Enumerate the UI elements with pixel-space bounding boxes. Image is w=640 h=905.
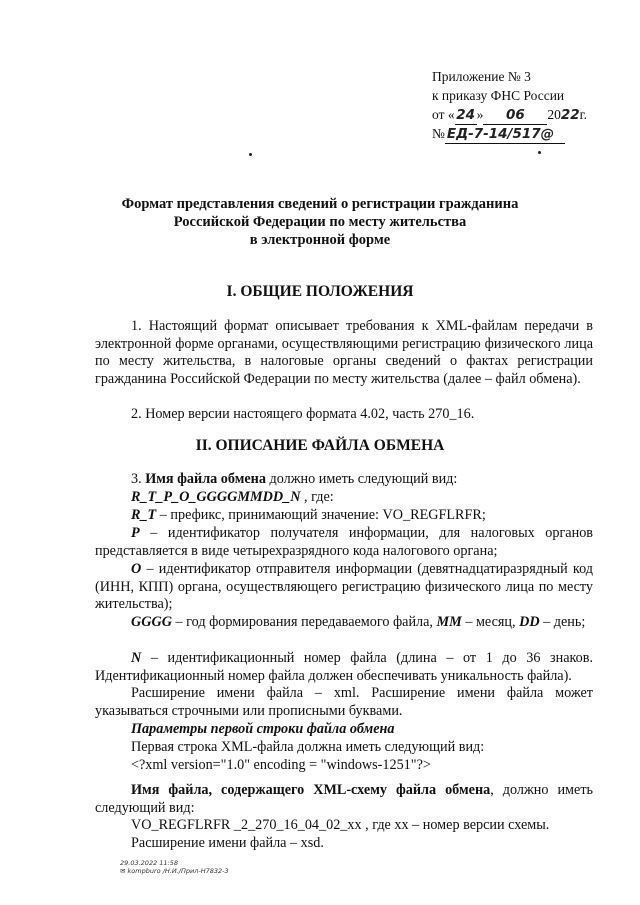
schema-paragraph: Имя файла, содержащего XML-схему файла обмена, должно иметь следующий вид: xyxy=(95,782,594,816)
printer-icon: ✉ xyxy=(120,867,126,875)
document-title-line-2: Российской Федерации по месту жительства xyxy=(173,214,467,230)
paragraph-1: 1. Настоящий формат описывает требования к XML-файлам передачи в электронной форме органами, осуществляющими регистрацию физического лица по месту жительства, в налоговые органы сведений о фактах регистрации гражданина Российской Федерации по месту жительства (далее – файл обмена). xyxy=(95,318,593,387)
document-title-line-3: в электронной форме xyxy=(249,232,391,248)
extension-paragraph: Расширение имени файла – xml. Расширение имени файла может указываться строчными или прописными буквами. xyxy=(95,685,593,719)
number-value: ЕД-7-14/517@ xyxy=(445,126,565,144)
xml-declaration: <?xml version="1.0" encoding = "windows-1251"?> xyxy=(131,757,431,773)
file-name-pattern: R_T_P_O_GGGGMMDD_N , где: xyxy=(131,489,334,505)
date-year-suffix: 22 xyxy=(560,107,580,123)
file-name-term: Имя файла обмена xyxy=(145,471,266,487)
print-operator: ✉ kompburo /Н.И./Прил-Н7832-3 xyxy=(120,867,229,875)
attachment-number: Приложение № 3 xyxy=(432,69,531,84)
date-year-prefix: 20 xyxy=(547,107,561,122)
scan-speck xyxy=(249,153,252,156)
date-mid: » xyxy=(476,107,484,122)
scan-speck xyxy=(538,151,541,154)
xsd-extension: Расширение имени файла – xsd. xyxy=(131,835,324,851)
id-definition: N – идентификационный номер файла (длина – от 1 до 36 знаков. Идентификационный номер файла должен обеспечивать уникальность файла). xyxy=(95,650,593,684)
attachment-order-number xyxy=(432,125,565,144)
schema-file-name: VO_REGFLRFR _2_270_16_04_02_xx , где хх – номер версии схемы. xyxy=(131,817,550,833)
sender-definition: O – идентификатор отправителя информации (девятнадцатиразрядный код (ИНН, КПП) органа, осуществляющего регистрацию физического лица по месту жительства); xyxy=(95,561,593,613)
attachment-order: к приказу ФНС России xyxy=(432,88,565,103)
document-title-line-1: Формат представления сведений о регистрации гражданина xyxy=(121,196,519,212)
number-prefix: № xyxy=(432,126,445,141)
date-month: 06 xyxy=(483,107,547,125)
paragraph-3: 3. Имя файла обмена должно иметь следующий вид: xyxy=(131,471,458,487)
print-timestamp: 29.03.2022 11:58 xyxy=(120,859,179,867)
date-definition: GGGG – год формирования передаваемого файла, MM – месяц, DD – день; xyxy=(131,614,586,630)
section-heading-general: I. ОБЩИЕ ПОЛОЖЕНИЯ xyxy=(226,283,414,300)
date-day: 24 xyxy=(456,107,475,123)
section-heading-exchange-file: II. ОПИСАНИЕ ФАЙЛА ОБМЕНА xyxy=(195,437,445,454)
date-end: г. xyxy=(579,107,588,122)
first-line-paragraph: Первая строка XML-файла должна иметь следующий вид: xyxy=(131,739,485,755)
prefix-definition: R_T – префикс, принимающий значение: VO_REGFLRFR; xyxy=(131,507,486,523)
paragraph-2: 2. Номер версии настоящего формата 4.02, часть 270_16. xyxy=(131,406,475,422)
receiver-definition: P – идентификатор получателя информации, для налоговых органов представляется в виде четырехразрядного кода налогового органа; xyxy=(95,525,593,559)
attachment-date xyxy=(432,106,587,125)
params-heading: Параметры первой строки файла обмена xyxy=(131,721,395,737)
date-prefix: от « xyxy=(432,107,455,122)
